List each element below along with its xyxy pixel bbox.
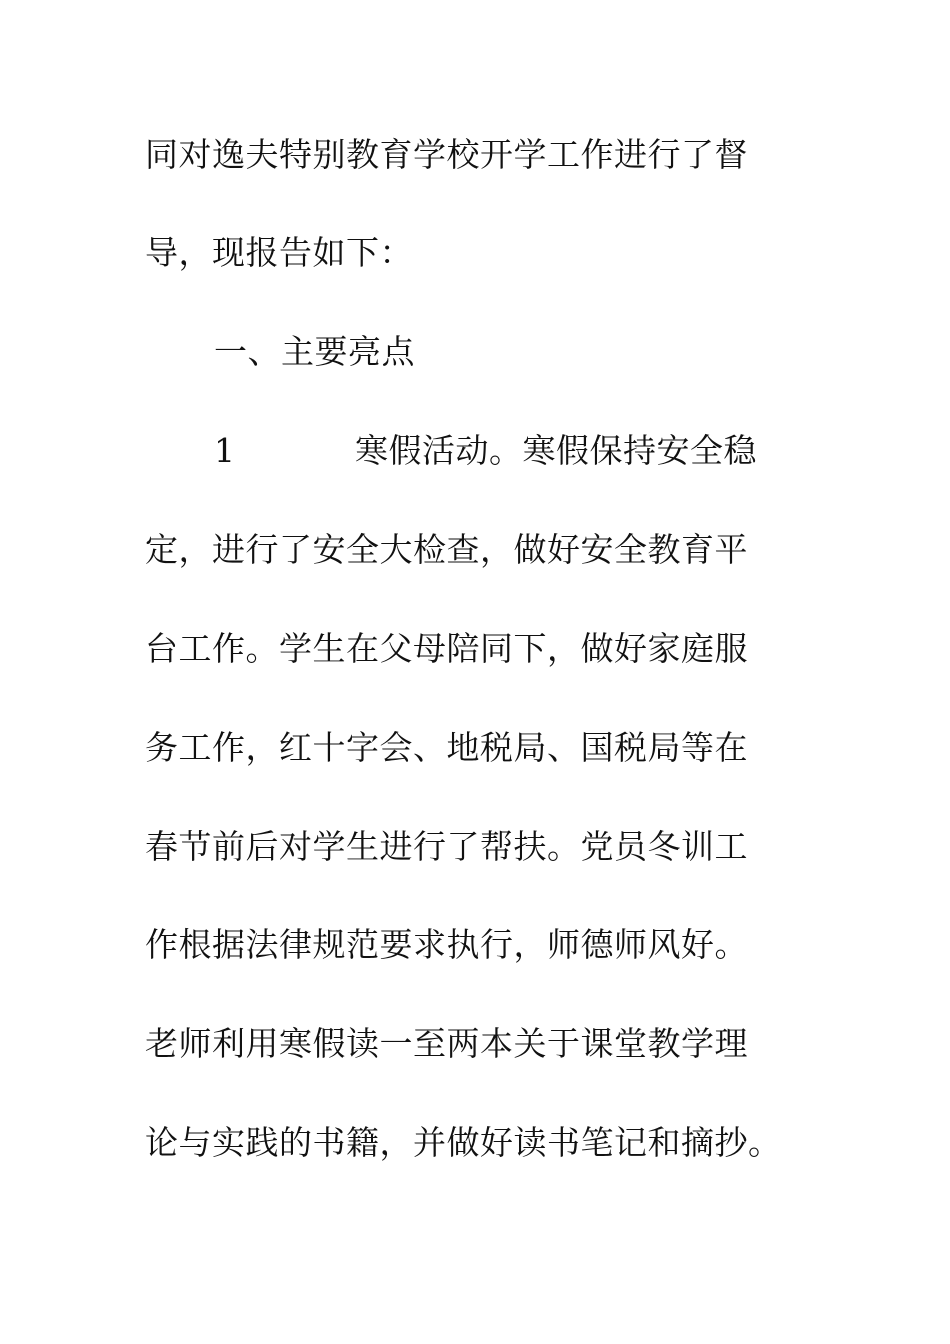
paragraph-line: 论与实践的书籍，并做好读书笔记和摘抄。 xyxy=(145,1123,782,1162)
paragraph-line: 务工作，红十字会、地税局、国税局等在 xyxy=(145,728,748,767)
paragraph-line: 老师利用寒假读一至两本关于课堂教学理 xyxy=(145,1024,748,1063)
paragraph-line-text: 寒假活动。寒假保持安全稳 xyxy=(355,431,757,470)
paragraph-line: 春节前后对学生进行了帮扶。党员冬训工 xyxy=(145,827,748,866)
paragraph-line: 导，现报告如下： xyxy=(145,233,413,272)
paragraph-line: 定，进行了安全大检查，做好安全教育平 xyxy=(145,530,748,569)
paragraph-line: 台工作。学生在父母陪同下，做好家庭服 xyxy=(145,629,748,668)
paragraph-line: 同对逸夫特别教育学校开学工作进行了督 xyxy=(145,135,748,174)
paragraph-line: 作根据法律规范要求执行，师德师风好。 xyxy=(145,925,748,964)
section-heading: 一、主要亮点 xyxy=(214,332,415,371)
list-item-line xyxy=(214,428,757,474)
list-item-number: 1 xyxy=(214,431,236,470)
